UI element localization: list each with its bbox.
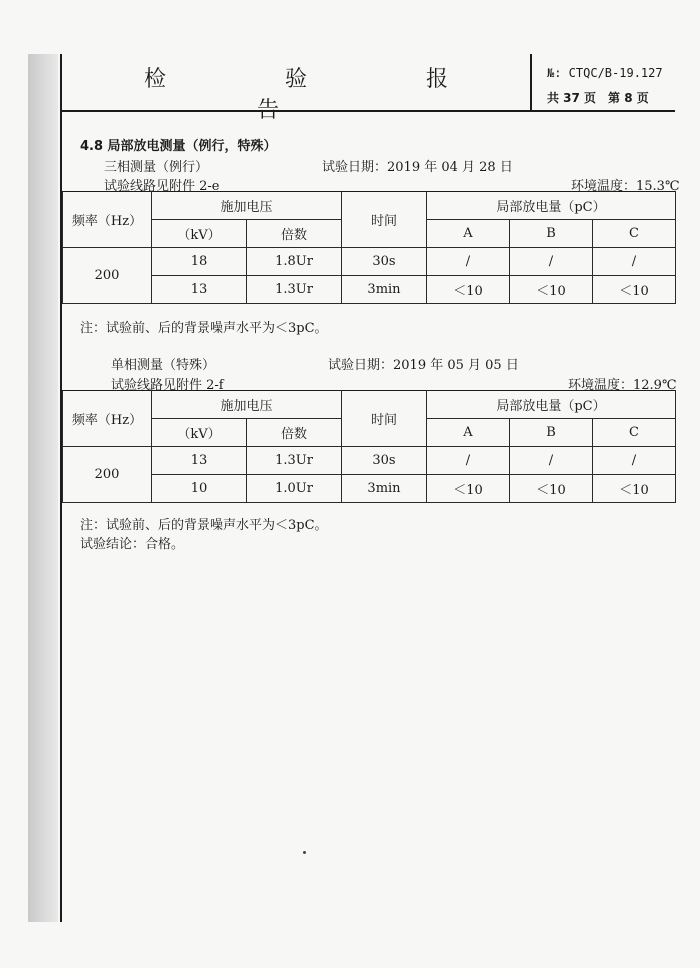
section-title: 4.8 局部放电测量（例行，特殊） [80, 139, 277, 154]
header-phase-b: B [510, 419, 593, 447]
report-title: 检 验 报 告 [144, 67, 504, 123]
page-count: 共 37 页 第 8 页 [547, 91, 649, 105]
header-phase-a: A [427, 419, 510, 447]
cell-b: ＜10 [510, 276, 593, 304]
cell-kv: 10 [152, 475, 247, 503]
cell-c: / [593, 447, 676, 475]
header-voltage: 施加电压 [152, 391, 342, 419]
test2-table [62, 390, 676, 503]
header-phase-a: A [427, 220, 510, 248]
cell-c: ＜10 [593, 276, 676, 304]
cell-frequency: 200 [63, 447, 152, 503]
speck-mark [303, 851, 306, 854]
header-vertical-divider [530, 54, 532, 111]
cell-b: ＜10 [510, 475, 593, 503]
header-multiple: 倍数 [247, 220, 342, 248]
test2-date: 试验日期：2019 年 05 月 05 日 [328, 358, 519, 373]
header-partial-discharge: 局部放电量（pC） [427, 192, 676, 220]
test1-note: 注：试验前、后的背景噪声水平为＜3pC。 [80, 321, 328, 336]
header-partial-discharge: 局部放电量（pC） [427, 391, 676, 419]
binding-shadow [28, 54, 58, 922]
cell-multiple: 1.3Ur [247, 447, 342, 475]
test2-name: 单相测量（特殊） [111, 358, 216, 373]
cell-multiple: 1.3Ur [247, 276, 342, 304]
cell-time: 3min [342, 475, 427, 503]
test1-temperature: 环境温度：15.3℃ [571, 179, 680, 194]
cell-kv: 18 [152, 248, 247, 276]
table-row [63, 276, 676, 304]
header-frequency: 频率（Hz） [63, 391, 152, 447]
report-number: №: CTQC/B-19.127 [547, 66, 663, 80]
header-kv: （kV） [152, 419, 247, 447]
cell-a: / [427, 447, 510, 475]
cell-multiple: 1.0Ur [247, 475, 342, 503]
test1-name: 三相测量（例行） [104, 160, 209, 175]
header-phase-c: C [593, 419, 676, 447]
test-conclusion: 试验结论：合格。 [80, 537, 185, 552]
header-frequency: 频率（Hz） [63, 192, 152, 248]
cell-b: / [510, 447, 593, 475]
test2-temperature: 环境温度：12.9℃ [568, 378, 677, 393]
table-row [63, 447, 676, 475]
cell-frequency: 200 [63, 248, 152, 304]
header-time: 时间 [342, 391, 427, 447]
test1-table [62, 191, 676, 304]
table-row [63, 248, 676, 276]
header-kv: （kV） [152, 220, 247, 248]
test1-date: 试验日期：2019 年 04 月 28 日 [322, 160, 513, 175]
table-row [63, 475, 676, 503]
header-phase-c: C [593, 220, 676, 248]
cell-multiple: 1.8Ur [247, 248, 342, 276]
header-phase-b: B [510, 220, 593, 248]
cell-c: ＜10 [593, 475, 676, 503]
test1-circuit: 试验线路见附件 2-e [104, 179, 220, 194]
header-voltage: 施加电压 [152, 192, 342, 220]
cell-kv: 13 [152, 447, 247, 475]
header-time: 时间 [342, 192, 427, 248]
cell-time: 30s [342, 447, 427, 475]
cell-a: / [427, 248, 510, 276]
cell-a: ＜10 [427, 475, 510, 503]
cell-kv: 13 [152, 276, 247, 304]
cell-time: 30s [342, 248, 427, 276]
cell-time: 3min [342, 276, 427, 304]
test2-circuit: 试验线路见附件 2-f [111, 378, 224, 393]
test2-note: 注：试验前、后的背景噪声水平为＜3pC。 [80, 518, 328, 533]
cell-c: / [593, 248, 676, 276]
cell-b: / [510, 248, 593, 276]
header-multiple: 倍数 [247, 419, 342, 447]
cell-a: ＜10 [427, 276, 510, 304]
